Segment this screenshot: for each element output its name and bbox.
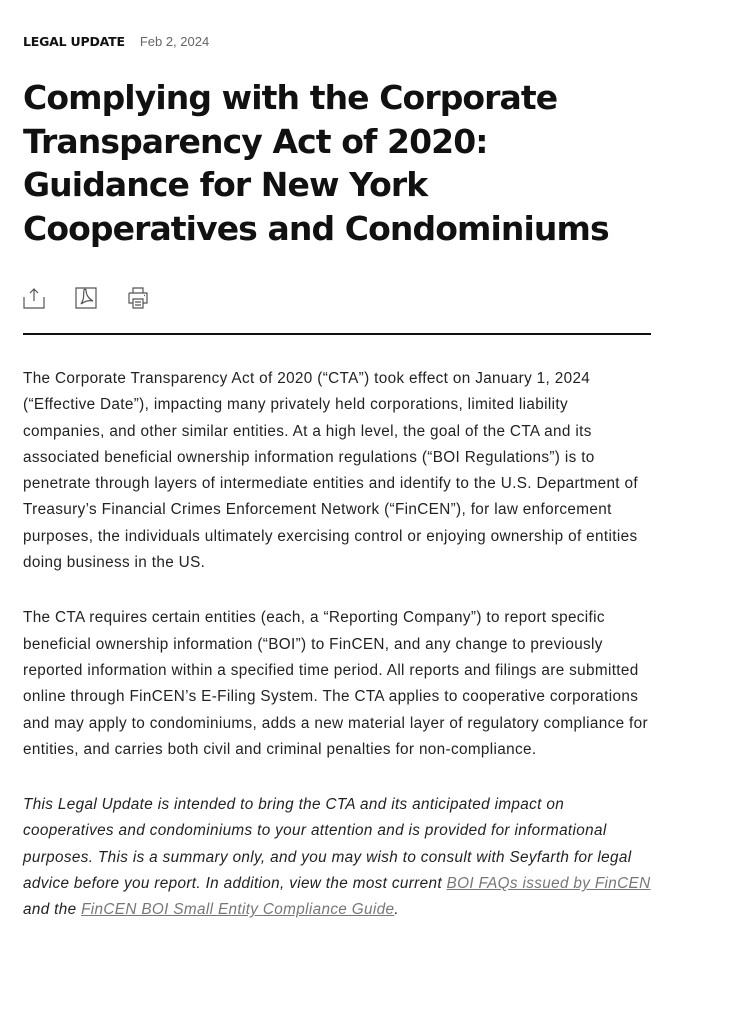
title-divider bbox=[23, 333, 651, 335]
share-toolbar bbox=[23, 286, 149, 310]
disclaimer-text: This Legal Update is intended to bring the CTA and its anticipated impact on cooperatives and condominiums to your attention and is provided for informational purposes. This is a summary only, and you may wish to consult with Seyfarth for legal advice before you report. In addition, view the most current bbox=[23, 796, 632, 893]
article-title: Complying with the Corporate Transparency Act of 2020: Guidance for New York Cooperatives and Condominiums bbox=[23, 78, 609, 248]
boi-faqs-link[interactable]: BOI FAQs issued by FinCEN bbox=[446, 875, 651, 893]
disclaimer-text-end: . bbox=[394, 901, 399, 919]
print-icon[interactable] bbox=[127, 286, 149, 310]
article-body bbox=[23, 366, 651, 953]
disclaimer-text-middle: and the bbox=[23, 901, 82, 919]
pdf-icon[interactable] bbox=[75, 286, 97, 310]
body-paragraph-1: The Corporate Transparency Act of 2020 (“CTA”) took effect on January 1, 2024 (“Effective Date”), impacting many privately held corporations, limited liability companies, and other similar entities. At a high level, the goal of the CTA and its associated beneficial ownership information regulations (“BOI Regulations”) is to penetrate through layers of intermediate entities and identify to the U.S. Department of Treasury’s Financial Crimes Enforcement Network (“FinCEN”), for law enforcement purposes, the individuals ultimately exercising control or enjoying ownership of entities doing business in the US. bbox=[23, 370, 638, 572]
compliance-guide-link[interactable]: FinCEN BOI Small Entity Compliance Guide bbox=[81, 901, 395, 919]
disclaimer-paragraph bbox=[23, 792, 651, 923]
article-category: LEGAL UPDATE bbox=[23, 34, 125, 49]
article-date: Feb 2, 2024 bbox=[139, 34, 210, 49]
article-meta bbox=[23, 34, 209, 49]
body-paragraph-2: The CTA requires certain entities (each, a “Reporting Company”) to report specific beneficial ownership information (“BOI”) to FinCEN, and any change to previously reported information within a specified time period. All reports and filings are submitted online through FinCEN’s E-Filing System. The CTA applies to cooperative corporations and may apply to condominiums, adds a new material layer of regulatory compliance for entities, and carries both civil and criminal penalties for non-compliance. bbox=[23, 609, 648, 758]
share-icon[interactable] bbox=[23, 286, 45, 310]
